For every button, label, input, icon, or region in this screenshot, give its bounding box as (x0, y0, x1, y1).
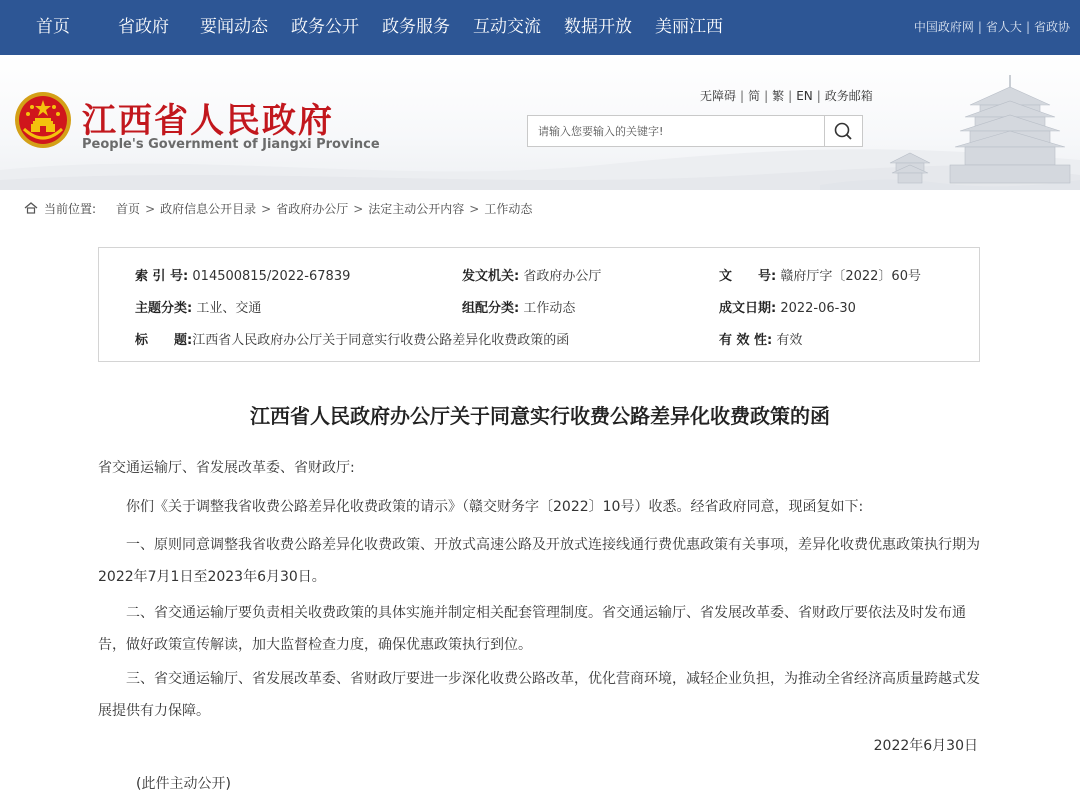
breadcrumb-work-news[interactable]: 工作动态 (484, 202, 533, 216)
search-box (527, 115, 863, 147)
breadcrumb-label: 当前位置: (44, 202, 97, 216)
article-salutation: 省交通运输厅、省发展改革委、省财政厅: (98, 460, 355, 476)
info-validity (719, 329, 802, 348)
search-input[interactable] (528, 116, 824, 146)
breadcrumb-separator: > (469, 202, 480, 216)
info-issuer (462, 265, 601, 284)
article-paragraph: 一、原则同意调整我省收费公路差异化收费政策、开放式高速公路及开放式连接线通行费优惠政策有关事项，差异化收费优惠政策执行期为2022年7月1日至2023年6月30日。 (98, 537, 980, 585)
national-emblem-icon[interactable] (14, 91, 72, 149)
info-date (719, 297, 856, 316)
breadcrumb-separator: > (261, 202, 272, 216)
info-title (135, 329, 569, 348)
nav-item-provincial-gov[interactable]: 省政府 (118, 17, 169, 37)
sign-date: 2022年6月30日 (873, 738, 978, 754)
separator: | (740, 89, 745, 103)
publication-note: (此件主动公开) (136, 776, 231, 792)
nav-item-open-data[interactable]: 数据开放 (564, 17, 632, 37)
info-topic (135, 297, 261, 316)
nav-item-beautiful-jiangxi[interactable]: 美丽江西 (655, 17, 723, 37)
info-index-number (135, 265, 350, 284)
breadcrumb-general-office[interactable]: 省政府办公厅 (276, 202, 349, 216)
nav-item-gov-affairs-open[interactable]: 政务公开 (291, 17, 359, 37)
info-value: 工作动态 (523, 301, 576, 316)
article-paragraph: 二、省交通运输厅要负责相关收费政策的具体实施并制定相关配套管理制度。省交通运输厅、省发展改革委、省财政厅要依法及时发布通告，做好政策宣传解读，加大监督检查力度，确保优惠政策执行到位。 (98, 605, 966, 653)
tengwang-pavilion-illustration (820, 65, 1080, 190)
breadcrumb-separator: > (145, 202, 156, 216)
link-provincial-cppcc[interactable]: 省政协 (1033, 20, 1070, 34)
site-title[interactable]: 江西省人民政府 (82, 101, 334, 141)
info-label: 有 效 性: (719, 333, 773, 348)
home-icon (24, 201, 38, 215)
nav-item-home[interactable]: 首页 (36, 17, 70, 37)
external-links (914, 0, 1070, 55)
info-value: 工业、交通 (196, 301, 262, 316)
info-value: 2022-06-30 (780, 301, 856, 316)
info-category (462, 297, 575, 316)
breadcrumb-info-catalog[interactable]: 政府信息公开目录 (160, 202, 257, 216)
link-china-gov[interactable]: 中国政府网 (913, 20, 974, 34)
info-label: 主题分类: (135, 301, 193, 316)
article-paragraph: 三、省交通运输厅、省发展改革委、省财政厅要进一步深化收费公路改革，优化营商环境，减轻企业负担，为推动全省经济高质量跨越式发展提供有力保障。 (98, 671, 980, 719)
article-paragraph: 你们《关于调整我省收费公路差异化收费政策的请示》（赣交财务字〔2022〕10号）收悉。经省政府同意，现函复如下: (126, 499, 864, 515)
breadcrumb-statutory-content[interactable]: 法定主动公开内容 (368, 202, 465, 216)
separator: | (816, 89, 821, 103)
info-label: 索 引 号: (135, 269, 189, 284)
top-navigation-bar (0, 0, 1080, 55)
site-subtitle: People's Government of Jiangxi Province (82, 137, 380, 152)
nav-item-gov-services[interactable]: 政务服务 (382, 17, 450, 37)
breadcrumb (24, 200, 532, 218)
site-header (0, 55, 1080, 190)
info-value: 江西省人民政府办公厅关于同意实行收费公路差异化收费政策的函 (192, 333, 570, 348)
info-label: 标 题: (135, 333, 193, 348)
article-title: 江西省人民政府办公厅关于同意实行收费公路差异化收费政策的函 (250, 404, 830, 428)
link-provincial-congress[interactable]: 省人大 (985, 20, 1022, 34)
info-label: 成文日期: (719, 301, 777, 316)
info-value: 有效 (776, 333, 803, 348)
link-simplified[interactable]: 简 (748, 89, 761, 103)
link-accessibility[interactable]: 无障碍 (700, 89, 737, 103)
link-traditional[interactable]: 繁 (772, 89, 785, 103)
breadcrumb-separator: > (353, 202, 364, 216)
info-value: 赣府厅字〔2022〕60号 (780, 269, 921, 284)
info-label: 发文机关: (462, 269, 520, 284)
separator: | (788, 89, 793, 103)
info-label: 组配分类: (462, 301, 520, 316)
breadcrumb-home[interactable]: 首页 (116, 202, 141, 216)
link-gov-mailbox[interactable]: 政务邮箱 (824, 89, 873, 103)
document-info-table (98, 247, 980, 362)
link-english[interactable]: EN (796, 89, 813, 103)
separator: | (1025, 20, 1030, 34)
separator: | (764, 89, 769, 103)
info-label: 文 号: (719, 269, 777, 284)
nav-item-interaction[interactable]: 互动交流 (473, 17, 541, 37)
info-value: 014500815/2022-67839 (192, 269, 351, 284)
info-value: 省政府办公厅 (523, 269, 602, 284)
info-document-number (719, 265, 921, 284)
nav-item-news[interactable]: 要闻动态 (200, 17, 268, 37)
separator: | (977, 20, 982, 34)
